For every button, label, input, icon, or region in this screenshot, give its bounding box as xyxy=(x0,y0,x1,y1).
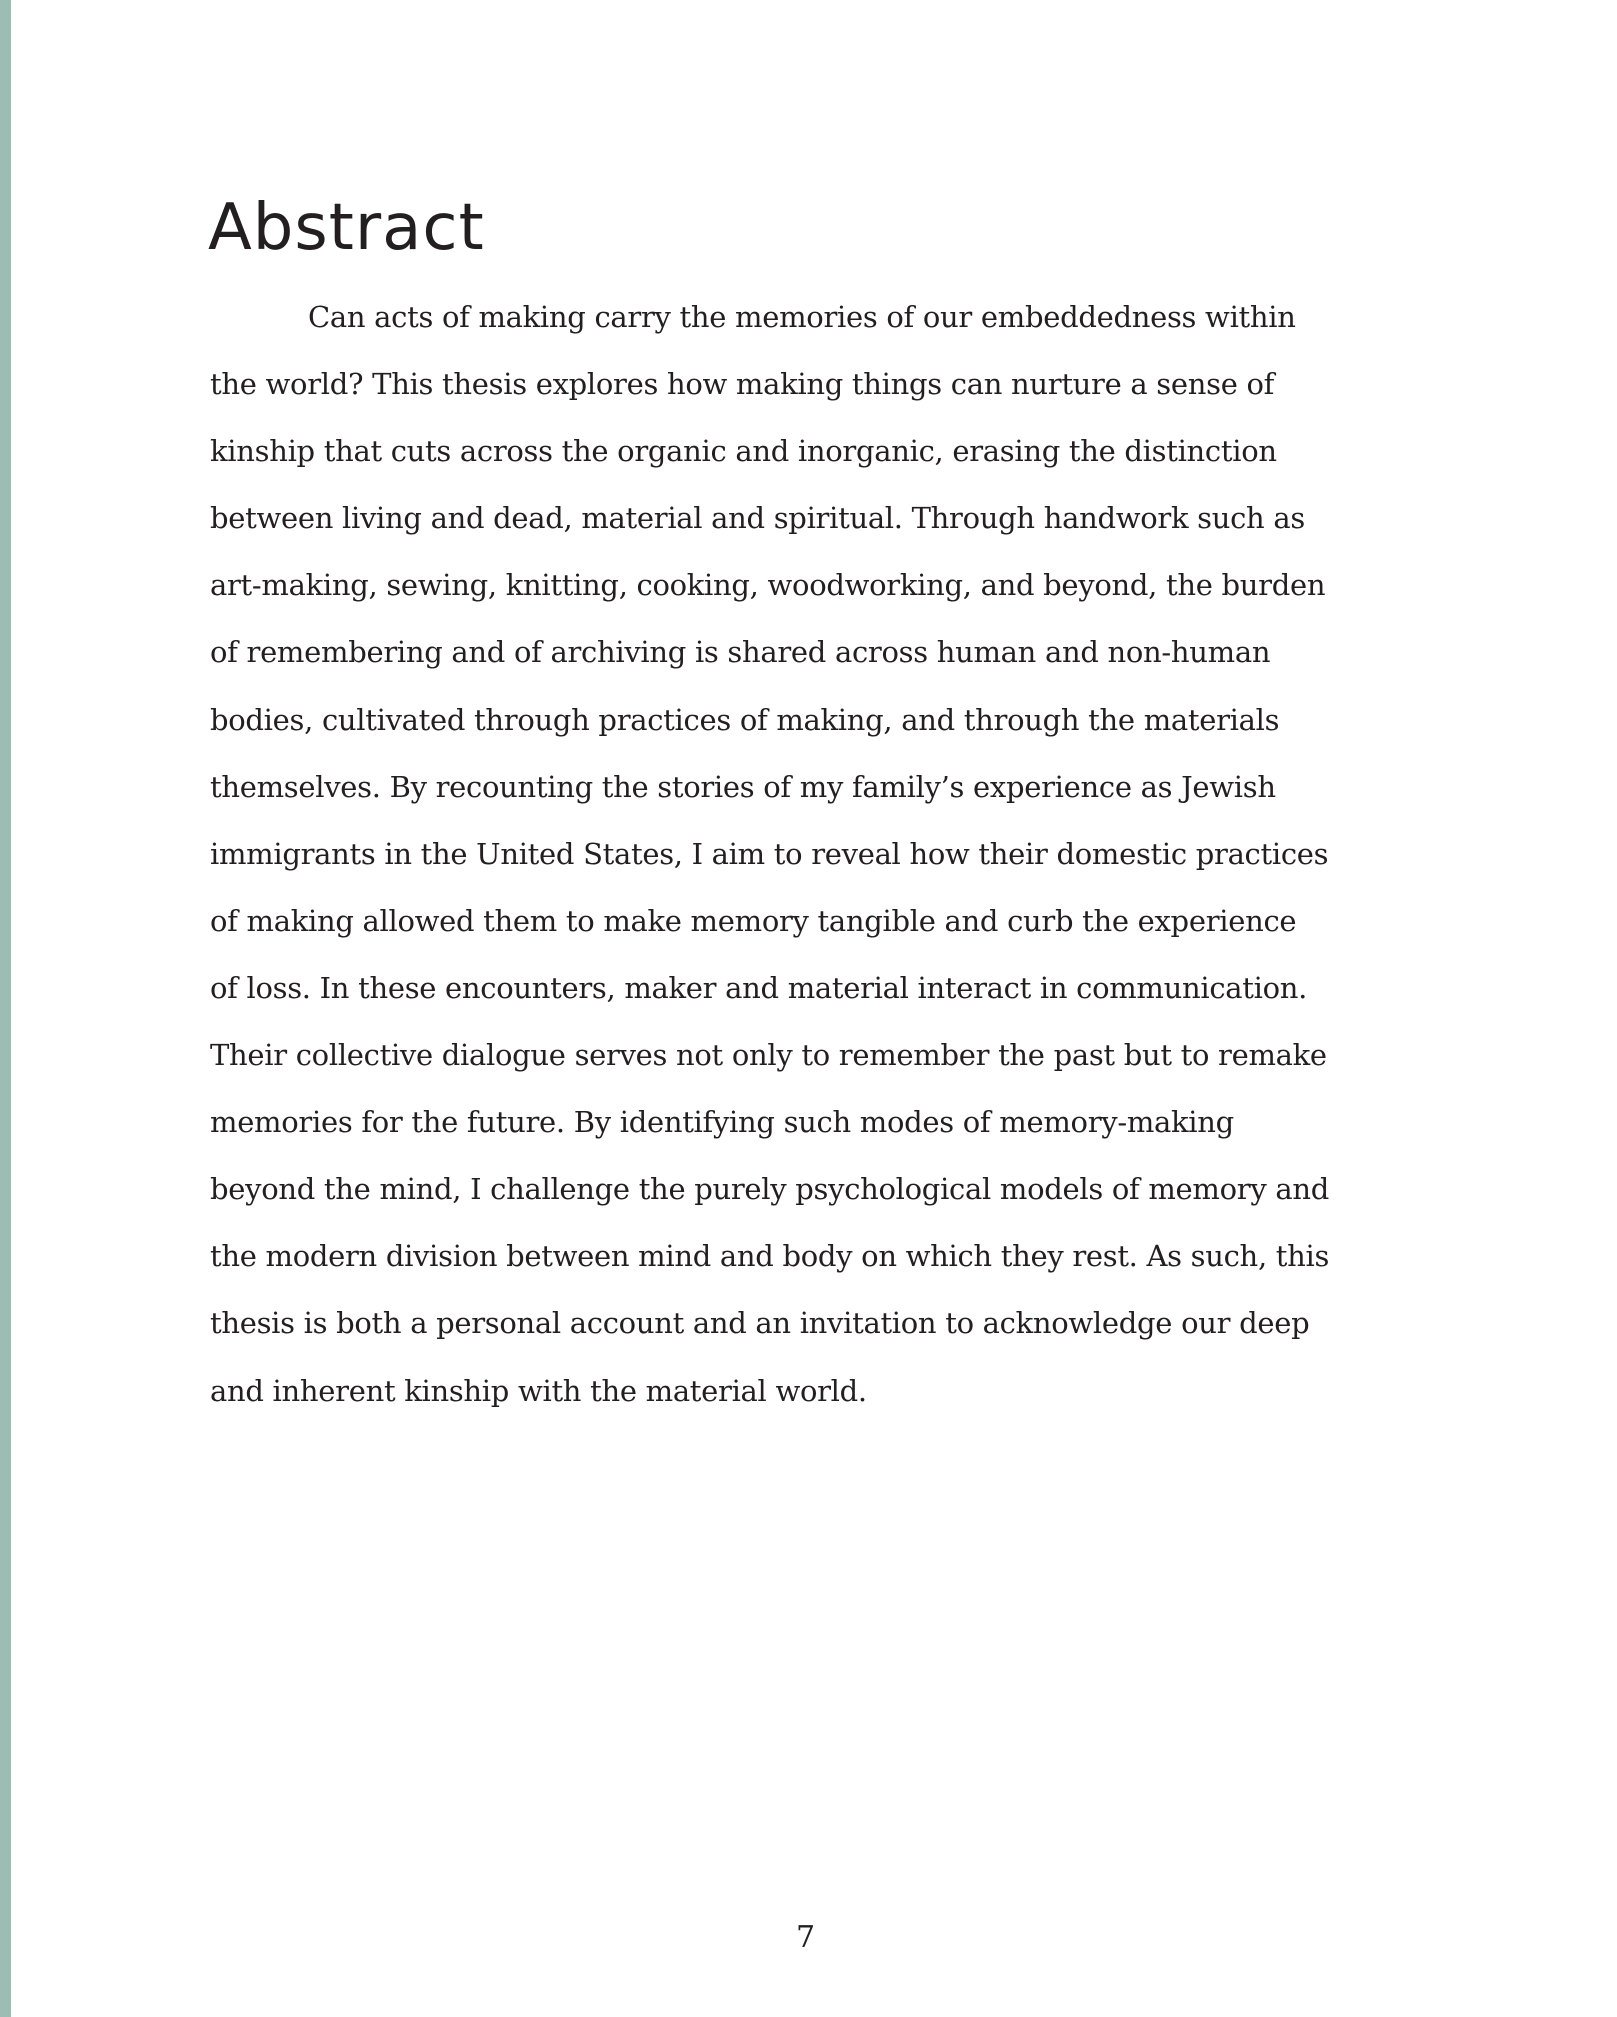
abstract-line: Their collective dialogue serves not only to remember the past but to remake xyxy=(210,1038,1327,1073)
abstract-line: Can acts of making carry the memories of our embeddedness within xyxy=(308,300,1296,334)
abstract-line: between living and dead, material and spiritual. Through handwork such as xyxy=(210,501,1305,536)
abstract-line: art-making, sewing, knitting, cooking, woodworking, and beyond, the burden xyxy=(210,568,1326,603)
abstract-line: beyond the mind, I challenge the purely psychological models of memory and xyxy=(210,1172,1329,1207)
abstract-line: immigrants in the United States, I aim to reveal how their domestic practices xyxy=(210,836,1329,871)
abstract-line: of loss. In these encounters, maker and material interact in communication. xyxy=(210,970,1308,1005)
abstract-line: the modern division between mind and body on which they rest. As such, this xyxy=(210,1239,1330,1274)
abstract-line: thesis is both a personal account and an invitation to acknowledge our deep xyxy=(210,1306,1310,1341)
page-title: Abstract xyxy=(208,191,485,265)
abstract-line: memories for the future. By identifying such modes of memory-making xyxy=(210,1105,1234,1140)
abstract-line: bodies, cultivated through practices of making, and through the materials xyxy=(210,702,1280,737)
abstract-line: the world? This thesis explores how making things can nurture a sense of xyxy=(210,367,1275,402)
abstract-body xyxy=(210,296,1440,1437)
page-number: 7 xyxy=(796,1920,816,1955)
abstract-line: themselves. By recounting the stories of my family’s experience as Jewish xyxy=(210,769,1276,804)
abstract-line: kinship that cuts across the organic and inorganic, erasing the distinction xyxy=(210,434,1277,469)
abstract-line: and inherent kinship with the material world. xyxy=(210,1373,867,1408)
page-accent-bar xyxy=(0,0,11,2017)
abstract-line: of remembering and of archiving is shared across human and non-human xyxy=(210,635,1271,670)
abstract-line: of making allowed them to make memory tangible and curb the experience xyxy=(210,903,1297,938)
